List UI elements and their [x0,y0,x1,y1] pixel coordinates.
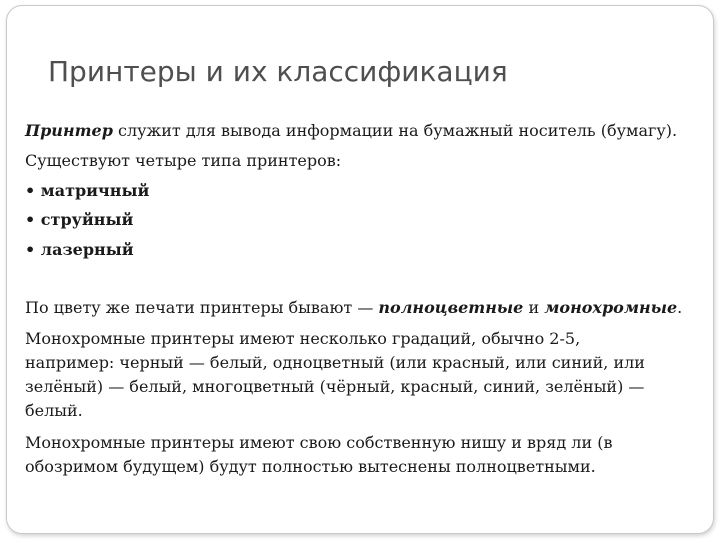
monochrome-niche-paragraph [25,431,695,479]
full-color-term: полноцветные [378,298,524,317]
paragraph-line: Монохромные принтеры имеют свою собственную нишу и вряд ли (в [25,433,613,452]
printer-definition-text: служит для вывода информации на бумажный носитель (бумагу). [112,121,678,140]
paragraph-line: белый. [25,401,83,420]
printer-term: Принтер [25,121,113,140]
monochrome-term: монохромные [544,298,678,317]
paragraph-line: обозримом будущем) будут полностью вытеснены полноцветными. [25,457,596,476]
paragraph-line: зелёный) — белый, многоцветный (чёрный, красный, синий, зелёный) — [25,377,645,396]
color-and: и [523,298,545,317]
slide-title: Принтеры и их классификация [48,55,508,88]
color-classification [25,298,715,317]
monochrome-gradations-paragraph [25,327,695,423]
type-item-laser: • лазерный [25,240,134,259]
type-item-dot-matrix: • матричный [25,181,150,200]
color-prefix: По цвету же печати принтеры бывают — [25,298,379,317]
type-item-inkjet: • струйный [25,210,134,229]
types-intro: Существуют четыре типа принтеров: [25,151,342,170]
color-end: . [677,298,683,317]
paragraph-line: Монохромные принтеры имеют несколько градаций, обычно 2-5, [25,329,581,348]
printer-definition [25,121,715,140]
paragraph-line: например: черный — белый, одноцветный (или красный, или синий, или [25,353,645,372]
